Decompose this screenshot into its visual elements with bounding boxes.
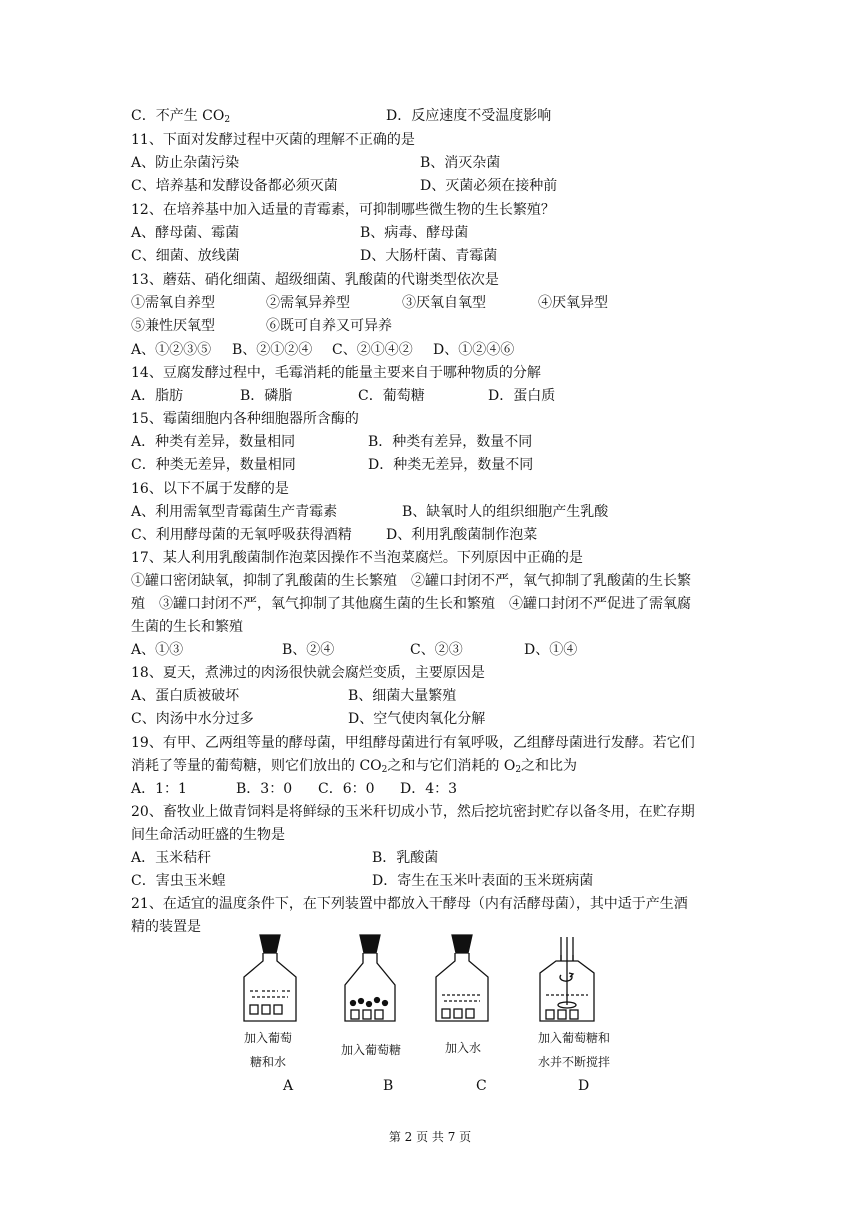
q17-option-d: D、①④ xyxy=(524,642,578,658)
q12-option-a: A、酵母菌、霉菌 xyxy=(131,225,240,241)
q11-stem: 11、下面对发酵过程中灭菌的理解不正确的是 xyxy=(131,132,415,148)
q11-option-c: C、培养基和发酵设备都必须灭菌 xyxy=(131,178,338,194)
q18-stem: 18、夏天，煮沸过的肉汤很快就会腐烂变质，主要原因是 xyxy=(131,665,485,681)
bottle-b-stopper xyxy=(360,935,380,953)
bottle-b xyxy=(345,935,395,1021)
q20-stem: 20、畜牧业上做青饲料是将鲜绿的玉米秆切成小节，然后挖坑密封贮存以备冬用，在贮存期 xyxy=(131,804,695,820)
q20-option-b: B．乳酸菌 xyxy=(372,850,439,866)
label-c: C xyxy=(476,1078,487,1094)
q10-option-c: C．不产生 $CO_2$ xyxy=(131,108,231,125)
q20-option-d: D．寄生在玉米叶表面的玉米斑病菌 xyxy=(372,873,594,889)
q15-stem: 15、霉菌细胞内各种细胞器所含酶的 xyxy=(131,411,359,427)
q16-option-b: B、缺氧时人的组织细胞产生乳酸 xyxy=(402,504,609,520)
q12-option-c: C、细菌、放线菌 xyxy=(131,248,240,264)
q14-option-d: D．蛋白质 xyxy=(488,388,556,404)
q20-option-c: C．害虫玉米蝗 xyxy=(131,873,226,889)
q17-stem: 17、某人利用乳酸菌制作泡菜因操作不当泡菜腐烂。下列原因中正确的是 xyxy=(131,550,583,566)
q18-option-a: A、蛋白质被破坏 xyxy=(131,688,240,704)
bottle-a-stopper xyxy=(260,935,280,953)
q19-option-a: A．1：1 xyxy=(131,781,187,797)
q17-option-a: A、①③ xyxy=(131,642,184,658)
label-d: D xyxy=(578,1078,590,1094)
q17-body-line-1: ①罐口密闭缺氧，抑制了乳酸菌的生长繁殖 ②罐口封闭不严，氧气抑制了乳酸菌的生长繁 xyxy=(131,573,691,589)
q21-stem-line-2: 精的装置是 xyxy=(131,919,201,935)
q15-option-a: A．种类有差异，数量相同 xyxy=(131,434,296,450)
q14-option-b: B．磷脂 xyxy=(240,388,293,404)
q13-type-1: ①需氧自养型 xyxy=(131,295,215,311)
q19-option-b: B．3：0 xyxy=(236,781,293,797)
q13-type-3: ③厌氧自氧型 xyxy=(402,295,486,311)
q15-option-d: D．种类无差异，数量不同 xyxy=(368,457,534,473)
caption-c: 加入水 xyxy=(444,1041,481,1055)
q17-option-b: B、②④ xyxy=(282,642,335,658)
q17-body-line-2: 殖 ③罐口封闭不严，氧气抑制了其他腐生菌的生长和繁殖 ④罐口封闭不严促进了需氧腐 xyxy=(131,596,691,612)
q15-option-c: C．种类无差异，数量相同 xyxy=(131,457,296,473)
q12-stem: 12、在培养基中加入适量的青霉素，可抑制哪些微生物的生长繁殖？ xyxy=(131,202,555,218)
q10-option-d: D．反应速度不受温度影响 xyxy=(386,108,552,124)
label-a: A xyxy=(283,1078,294,1094)
q11-option-d: D、灭菌必须在接种前 xyxy=(420,178,558,194)
q16-option-d: D、利用乳酸菌制作泡菜 xyxy=(386,527,538,543)
q13-option-a: A、①②③⑤ xyxy=(131,342,212,358)
q12-option-d: D、大肠杆菌、青霉菌 xyxy=(360,248,498,264)
q16-option-a: A、利用需氧型青霉菌生产青霉素 xyxy=(131,504,338,520)
q14-option-c: C．葡萄糖 xyxy=(358,388,425,404)
q12-option-b: B、病毒、酵母菌 xyxy=(360,225,469,241)
q16-stem: 16、以下不属于发酵的是 xyxy=(131,481,289,497)
q14-stem: 14、豆腐发酵过程中，毛霉消耗的能量主要来自于哪种物质的分解 xyxy=(131,365,541,381)
label-b: B xyxy=(383,1078,394,1094)
q21-stem: 21、在适宜的温度条件下，在下列装置中都放入干酵母（内有活酵母菌），其中适于产生酒 xyxy=(131,896,688,912)
q11-option-b: B、消灭杂菌 xyxy=(420,155,501,171)
q20-stem-line-2: 间生命活动旺盛的生物是 xyxy=(131,827,285,843)
q16-option-c: C、利用酵母菌的无氧呼吸获得酒精 xyxy=(131,527,352,543)
q13-stem: 13、蘑菇、硝化细菌、超级细菌、乳酸菌的代谢类型依次是 xyxy=(131,272,499,288)
caption-d: 加入葡萄糖和 水并不断搅拌 xyxy=(537,1031,610,1069)
q19-stem: 19、有甲、乙两组等量的酵母菌，甲组酵母菌进行有氧呼吸，乙组酵母菌进行发酵。若它们 xyxy=(131,735,695,751)
bottle-d xyxy=(540,937,594,1021)
q15-option-b: B．种类有差异，数量不同 xyxy=(368,434,533,450)
q19-option-d: D．4：3 xyxy=(400,781,458,797)
q13-type-2: ②需氧异养型 xyxy=(266,295,350,311)
caption-a: 加入葡萄 糖和水 xyxy=(243,1031,292,1069)
page-footer: 第 2 页 共 7 页 xyxy=(388,1130,472,1144)
q13-type-6: ⑥既可自养又可异养 xyxy=(266,318,392,334)
q17-body-line-3: 生菌的生长和繁殖 xyxy=(131,619,243,635)
q13-option-d: D、①②④⑥ xyxy=(433,342,515,358)
bottle-c-stopper xyxy=(452,935,472,953)
q13-type-5: ⑤兼性厌氧型 xyxy=(131,318,215,334)
q19-option-c: C．6：0 xyxy=(318,781,375,797)
q13-type-4: ④厌氧异型 xyxy=(538,295,608,311)
q18-option-d: D、空气使肉氧化分解 xyxy=(348,711,486,727)
q20-option-a: A．玉米秸秆 xyxy=(131,850,212,866)
q18-option-b: B、细菌大量繁殖 xyxy=(348,688,457,704)
bottle-c xyxy=(436,935,488,1021)
q13-option-c: C、②①④② xyxy=(332,342,413,358)
q14-option-a: A．脂肪 xyxy=(131,388,184,404)
bottle-a xyxy=(244,935,296,1021)
q18-option-c: C、肉汤中水分过多 xyxy=(131,711,254,727)
q13-option-b: B、②①②④ xyxy=(232,342,313,358)
caption-b: 加入葡萄糖 xyxy=(340,1043,401,1057)
q11-option-a: A、防止杂菌污染 xyxy=(131,155,240,171)
q17-option-c: C、②③ xyxy=(410,642,463,658)
q19-stem-line-2: 消耗了等量的葡萄糖，则它们放出的 $CO_2$之和与它们消耗的 $O_2$之和比为 xyxy=(131,758,578,775)
